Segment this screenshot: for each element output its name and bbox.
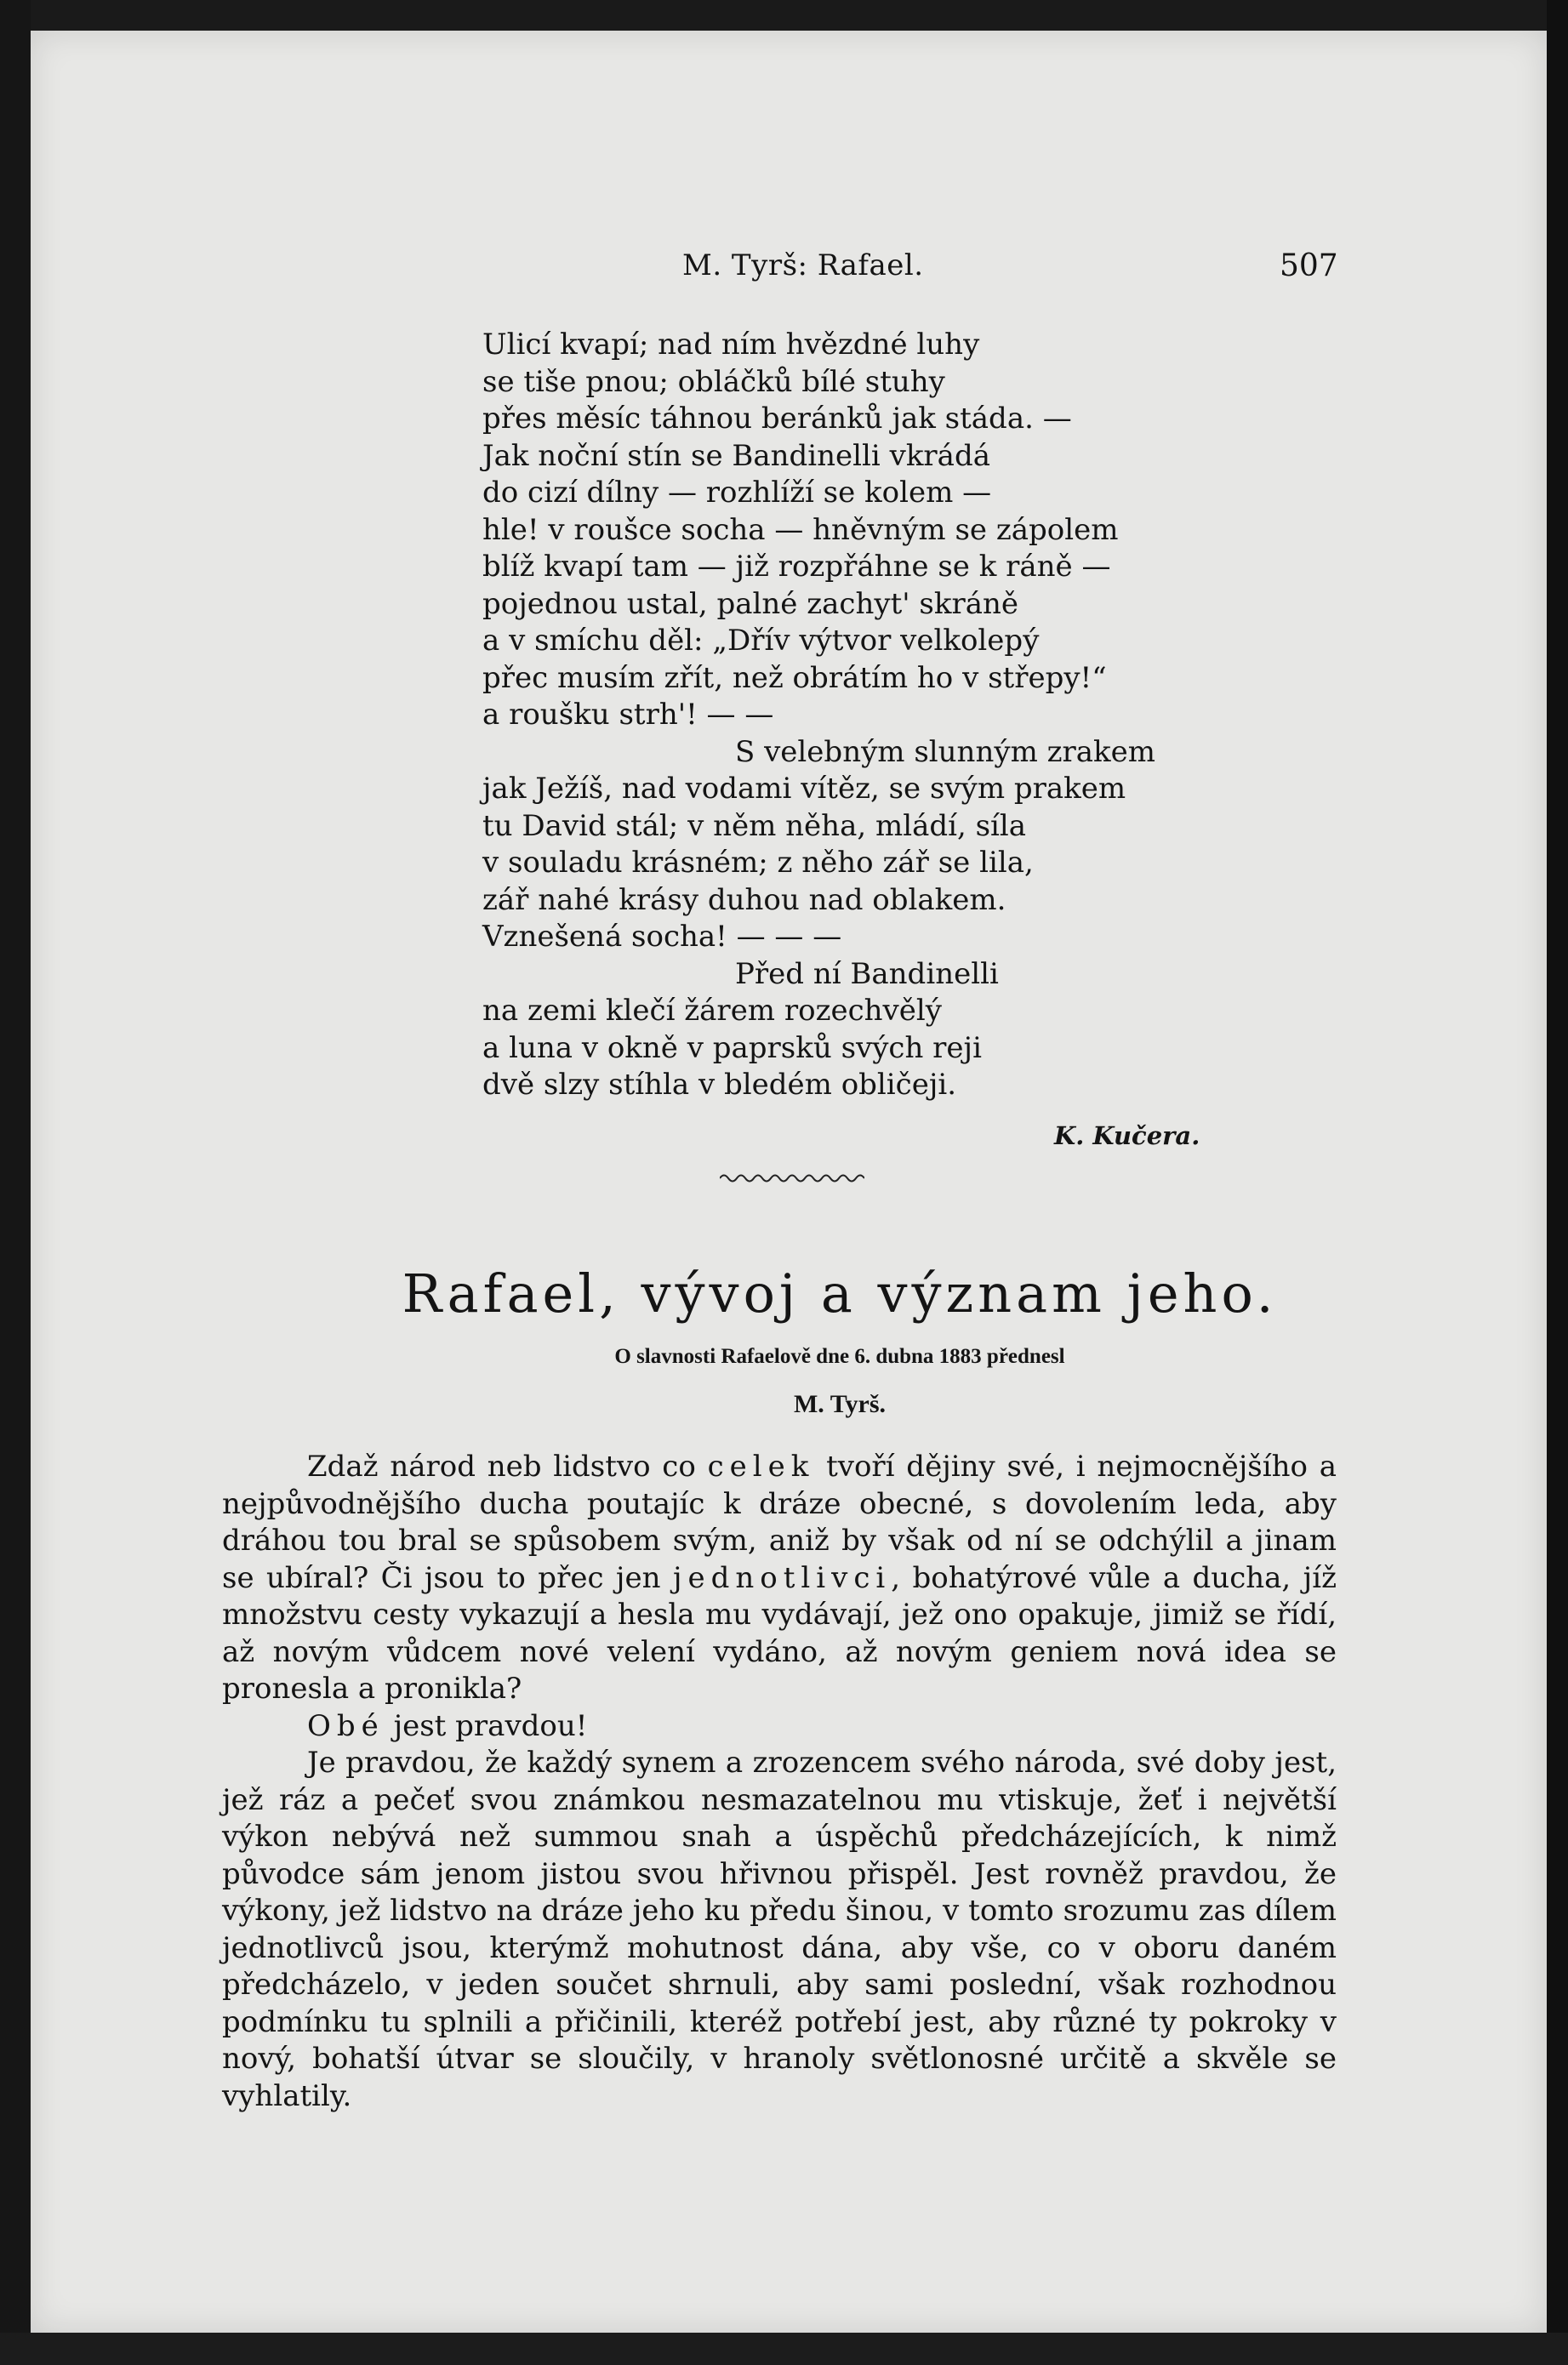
poem-author: K. Kučera. (1054, 1121, 1200, 1150)
paragraph-2-rest: jest pravdou! (384, 1708, 588, 1743)
page-number: 507 (1280, 248, 1338, 283)
emphasis-obe: Obé (307, 1708, 385, 1743)
article-byline: M. Tyrš. (793, 1390, 887, 1418)
article-subtitle: O slavnosti Rafaelově dne 6. dubna 1883 přednesl (614, 1345, 1065, 1368)
poem-line: a v smíchu děl: „Dřív výtvor velkolepý (482, 624, 1040, 658)
running-head: M. Tyrš: Rafael. (682, 248, 924, 282)
scan-border-right (1547, 0, 1568, 2365)
poem-line: do cizí dílny — rozhlíží se kolem — (482, 476, 992, 510)
poem-line: S velebným slunným zrakem (735, 734, 1156, 769)
poem-line: zář nahé krásy duhou nad oblakem. (482, 882, 1006, 917)
scan-border-left (0, 0, 31, 2365)
emphasis-celek: celek (707, 1450, 815, 1484)
book-page (31, 31, 1547, 2333)
poem-line: a luna v okně v paprsků svých reji (482, 1030, 982, 1065)
poem-line: a roušku strh'! — — (482, 698, 774, 732)
poem-line: blíž kvapí tam — již rozpřáhne se k ráně — (482, 550, 1111, 584)
poem-line: v souladu krásném; z něho zář se lila, (482, 846, 1034, 880)
poem (482, 327, 1248, 1104)
poem-line: přes měsíc táhnou beránků jak stáda. — (482, 402, 1072, 436)
poem-line: se tiše pnou; obláčků bílé stuhy (482, 364, 945, 399)
poem-line: jak Ježíš, nad vodami vítěz, se svým prakem (482, 772, 1126, 806)
poem-line: tu David stál; v něm něha, mládí, síla (482, 808, 1027, 843)
poem-line: přec musím zřít, než obrátím ho v střepy!“ (482, 660, 1107, 695)
poem-line: dvě slzy stíhla v bledém obličeji. (482, 1068, 957, 1102)
paragraph-1-part-a: Zdaž národ neb lidstvo co (307, 1450, 708, 1484)
paragraph-3: Je pravdou, že každý synem a zrozencem svého národa, své doby jest, jež ráz a pečeť svou známkou nesmazatelnou mu vtiskuje, žeť i největší výkon nebývá než summou snah a úspěchů předcházejících, k nimž původce sám jenom jistou svou hřivnou přispěl. Jest rovněž pravdou, že výkony, jež lidstvo na dráze jeho ku předu šinou, v tomto srozumu zas dílem jednotlivců jsou, kterýmž mohutnost dána, aby vše, co v oboru daném předcházelo, v jeden součet shrnuli, aby sami poslední, však rozhodnou podmínku tu splnili a přičinili, kteréž potřebí jest, aby různé ty pokroky v nový, bohatší útvar se sloučily, v hranoly světlonosné určitě a skvěle se vyhlatily. (222, 1746, 1337, 2113)
article-title: Rafael, vývoj a význam jeho. (402, 1262, 1278, 1325)
poem-line: Ulicí kvapí; nad ním hvězdné luhy (482, 328, 980, 362)
wavy-divider (720, 1171, 864, 1186)
poem-line: pojednou ustal, palné zachyt' skráně (482, 586, 1018, 621)
paragraph-1-part-b: tvoří dějiny své, i nejmocnějšího a nejpůvodnějšího ducha poutajíc k dráze obecné, s dovolením leda, aby dráhou tou bral se spůsobem svým, aniž by však od ní se odchýlil a jinam se ubíral? Či jsou to přec jen (222, 1450, 1337, 1595)
poem-line: Před ní Bandinelli (735, 956, 999, 991)
scan-border-top (0, 0, 1568, 31)
poem-line: na zemi klečí žárem rozechvělý (482, 994, 942, 1028)
poem-line: Vznešená socha! — — — (482, 920, 842, 954)
scan-border-bottom (0, 2333, 1568, 2365)
emphasis-jednotlivci: jednotlivci (672, 1560, 892, 1595)
paragraph-2 (222, 1708, 1337, 1746)
poem-line: Jak noční stín se Bandinelli vkrádá (482, 438, 990, 473)
article-body (222, 1449, 1337, 2115)
paragraph-1-part-c: , bohatýrové vůle a ducha, jíž množstvu cesty vykazují a hesla mu vydávají, jež ono opakuje, jimiž se řídí, až novým vůdcem nové velení vydáno, až novým geniem nová idea se pronesla a pronikla? (222, 1560, 1337, 1706)
poem-line: hle! v roušce socha — hněvným se zápolem (482, 512, 1119, 547)
paragraph-1 (222, 1449, 1337, 1708)
